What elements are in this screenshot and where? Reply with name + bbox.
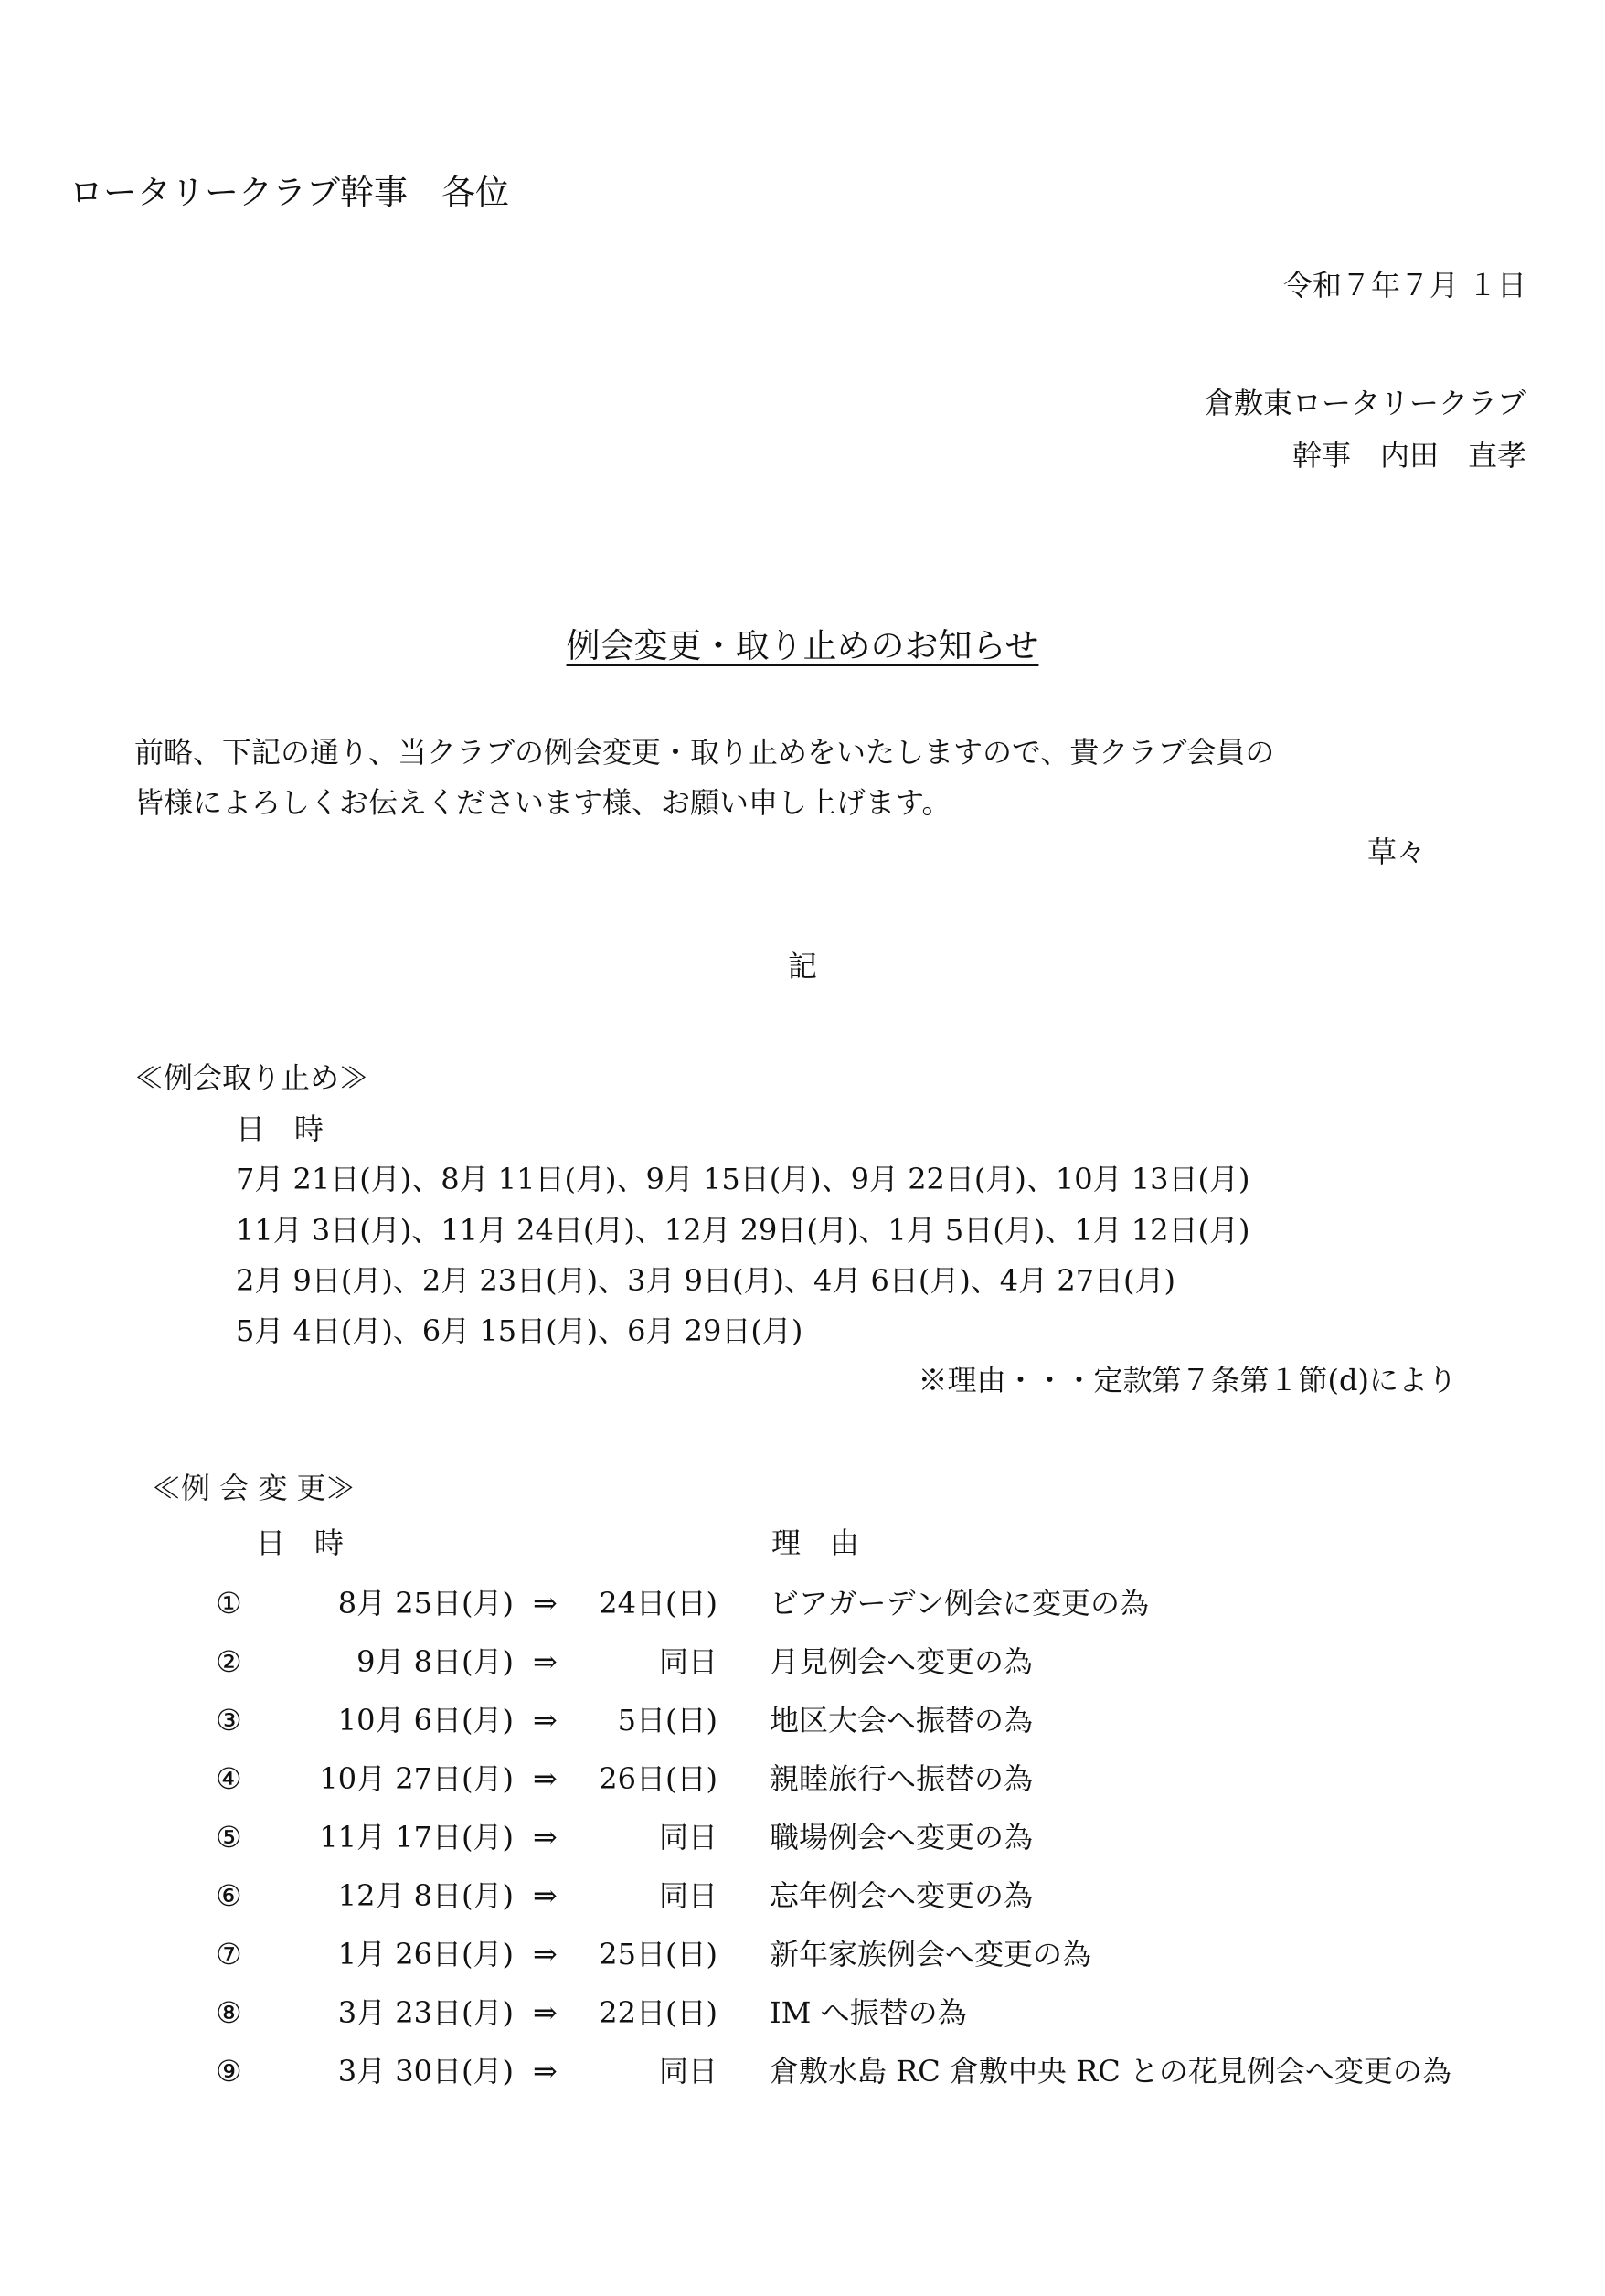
change-row (0, 1820, 1605, 1859)
cancellation-dates-line: 11月 3日(月)、11月 24日(月)、12月 29日(月)、1月 5日(月)、1月 12日(月) (236, 1213, 1250, 1248)
change-new-date: 5日(日) (617, 1703, 717, 1738)
change-original-date: 9月 8日(月) (356, 1644, 514, 1679)
arrow-right-icon: ⇒ (533, 1937, 558, 1972)
change-original-date: 1月 26日(月) (337, 1937, 514, 1972)
change-number: ⑦ (216, 1937, 242, 1972)
change-new-date: 同日 (658, 1820, 717, 1855)
cancellation-dates-line: 7月 21日(月)、8月 11日(月)、9月 15日(月)、9月 22日(月)、10月 13日(月) (236, 1162, 1250, 1196)
cancellation-date-label: 日 時 (236, 1111, 324, 1146)
change-reason: 倉敷水島 RC 倉敷中央 RC との花見例会へ変更の為 (770, 2054, 1451, 2089)
change-row (0, 1995, 1605, 2035)
arrow-right-icon: ⇒ (533, 1703, 558, 1738)
change-original-date: 10月 27日(月) (319, 1761, 514, 1796)
change-row (0, 1878, 1605, 1918)
arrow-right-icon: ⇒ (533, 1586, 558, 1621)
change-new-date: 24日(日) (599, 1586, 717, 1621)
change-number: ③ (216, 1703, 242, 1738)
change-row (0, 1937, 1605, 1976)
change-number: ① (216, 1586, 242, 1621)
change-date-label: 日 時 (256, 1525, 345, 1560)
change-original-date: 3月 23日(月) (337, 1995, 514, 2030)
arrow-right-icon: ⇒ (533, 1995, 558, 2030)
document-title (0, 626, 1605, 665)
sender-signatory: 幹事 内田 直孝 (1291, 438, 1526, 473)
change-row (0, 2054, 1605, 2093)
change-new-date: 同日 (658, 1878, 717, 1913)
change-row (0, 1586, 1605, 1625)
change-reason: 新年家族例会へ変更の為 (770, 1937, 1092, 1972)
change-row (0, 1761, 1605, 1801)
cancellation-heading: ≪例会取り止め≫ (134, 1060, 369, 1095)
sender-organization: 倉敷東ロータリークラブ (1204, 386, 1526, 420)
closing-remark: 草々 (1366, 834, 1426, 869)
document-title-text: 例会変更・取り止めのお知らせ (566, 626, 1039, 665)
addressee: ロータリークラブ幹事 各位 (69, 173, 509, 212)
change-new-date: 26日(日) (599, 1761, 717, 1796)
change-row (0, 1703, 1605, 1742)
change-number: ⑨ (216, 2054, 242, 2089)
change-number: ⑤ (216, 1820, 242, 1855)
arrow-right-icon: ⇒ (533, 2054, 558, 2089)
change-number: ② (216, 1644, 242, 1679)
change-reason: 親睦旅行へ振替の為 (770, 1761, 1034, 1796)
change-reason: 職場例会へ変更の為 (770, 1820, 1034, 1855)
change-reason: ビアガーデン例会に変更の為 (770, 1586, 1150, 1621)
change-reason: 月見例会へ変更の為 (770, 1644, 1034, 1679)
change-new-date: 同日 (658, 1644, 717, 1679)
change-new-date: 22日(日) (599, 1995, 717, 2030)
change-new-date: 25日(日) (599, 1937, 717, 1972)
change-reason-label: 理 由 (771, 1525, 860, 1560)
change-new-date: 同日 (658, 2054, 717, 2089)
change-original-date: 3月 30日(月) (337, 2054, 514, 2089)
ki-marker: 記 (787, 949, 817, 983)
issue-date: 令和７年７月 １日 (1282, 268, 1526, 303)
change-original-date: 8月 25日(月) (337, 1586, 514, 1621)
change-number: ④ (216, 1761, 242, 1796)
arrow-right-icon: ⇒ (533, 1820, 558, 1855)
body-line-2: 皆様によろしくお伝えくださいます様、お願い申し上げます。 (134, 785, 951, 820)
change-reason: 地区大会へ振替の為 (770, 1703, 1034, 1738)
cancellation-reason: ※理由・・・定款第７条第１節(d)により (918, 1363, 1457, 1398)
arrow-right-icon: ⇒ (533, 1878, 558, 1913)
body-line-1: 前略、下記の通り、当クラブの例会変更・取り止めをいたしますので、貴クラブ会員の (134, 735, 1275, 770)
change-row (0, 1644, 1605, 1684)
change-original-date: 10月 6日(月) (337, 1703, 514, 1738)
cancellation-dates-line: 5月 4日(月)、6月 15日(月)、6月 29日(月) (236, 1313, 803, 1348)
change-reason: 忘年例会へ変更の為 (770, 1878, 1034, 1913)
change-reason: IM へ振替の為 (770, 1995, 967, 2030)
arrow-right-icon: ⇒ (533, 1761, 558, 1796)
arrow-right-icon: ⇒ (533, 1644, 558, 1679)
change-heading: ≪例 会 変 更≫ (152, 1471, 356, 1505)
cancellation-dates-line: 2月 9日(月)、2月 23日(月)、3月 9日(月)、4月 6日(月)、4月 27日(月) (236, 1263, 1176, 1298)
change-original-date: 12月 8日(月) (337, 1878, 514, 1913)
change-number: ⑥ (216, 1878, 242, 1913)
change-number: ⑧ (216, 1995, 242, 2030)
change-original-date: 11月 17日(月) (319, 1820, 514, 1855)
